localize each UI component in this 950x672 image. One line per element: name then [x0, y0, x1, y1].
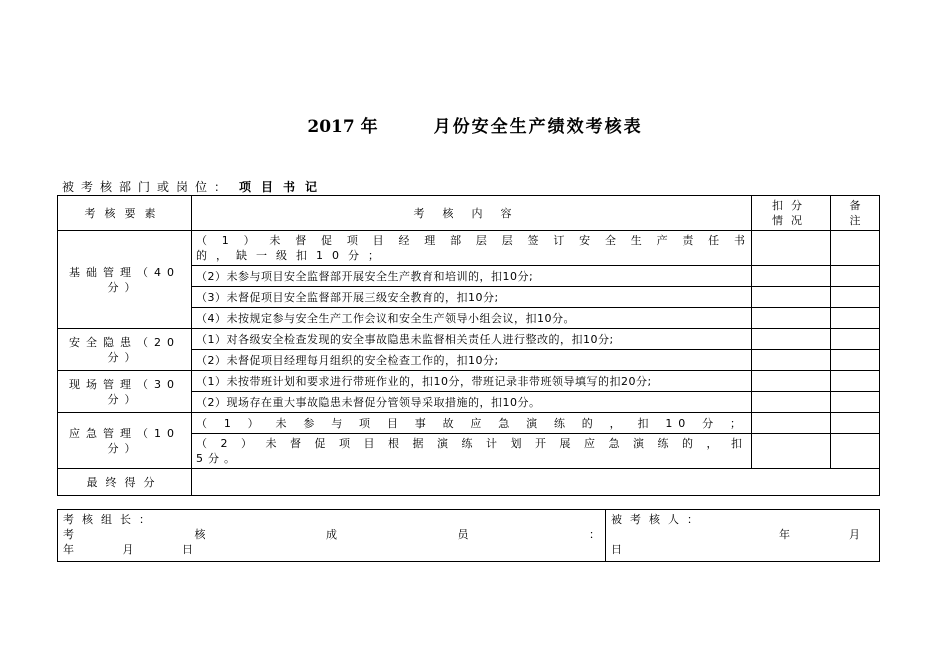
remark-cell[interactable] — [831, 266, 880, 287]
assessee-date-day: 日 — [611, 543, 622, 556]
assessor-signature-cell[interactable] — [58, 510, 606, 562]
remark-cell[interactable] — [831, 413, 880, 434]
deduction-cell[interactable] — [752, 329, 831, 350]
table-row — [58, 231, 880, 266]
page-title — [0, 112, 950, 137]
remark-cell[interactable] — [831, 308, 880, 329]
remark-cell[interactable] — [831, 350, 880, 371]
deduction-cell[interactable] — [752, 371, 831, 392]
final-score-value[interactable] — [192, 469, 880, 496]
item-cell: （1）未按带班计划和要求进行带班作业的，扣10分，带班记录非带班领导填写的扣20分; — [192, 371, 752, 392]
item-cell: （4）未按规定参与安全生产工作会议和安全生产领导小组会议，扣10分。 — [192, 308, 752, 329]
remark-cell[interactable] — [831, 434, 880, 469]
item-cell: （2）未督促项目根据演练计划开展应急演练的，扣 5分。 — [192, 434, 752, 469]
item-cell: （2）未参与项目安全监督部开展安全生产教育和培训的，扣10分; — [192, 266, 752, 287]
deduction-cell[interactable] — [752, 287, 831, 308]
final-score-row — [58, 469, 880, 496]
item-cell: （2）未督促项目经理每月组织的安全检查工作的，扣10分; — [192, 350, 752, 371]
table-row — [58, 371, 880, 392]
item-cell: （2）现场存在重大事故隐患未督促分管领导采取措施的，扣10分。 — [192, 392, 752, 413]
assessee-label: 被考核人： — [611, 513, 706, 526]
team-members-label: 考 核 成 员 ： — [63, 528, 600, 541]
remark-cell[interactable] — [831, 392, 880, 413]
assessed-department-label: 被考核部门或岗位： — [62, 180, 234, 194]
team-leader-label: 考核组长： — [63, 513, 158, 526]
table-row — [58, 413, 880, 434]
remark-cell[interactable] — [831, 231, 880, 266]
item-cell: （3）未督促项目安全监督部开展三级安全教育的，扣10分; — [192, 287, 752, 308]
header-deduction: 扣分 情况 — [752, 196, 831, 231]
remark-cell[interactable] — [831, 287, 880, 308]
assessed-department-value: 项目书记 — [239, 180, 328, 194]
deduction-cell[interactable] — [752, 434, 831, 469]
deduction-cell[interactable] — [752, 392, 831, 413]
signature-table — [57, 509, 880, 562]
category-basic-management: 基础管理（40 分） — [58, 231, 192, 329]
remark-cell[interactable] — [831, 371, 880, 392]
deduction-cell[interactable] — [752, 266, 831, 287]
item-cell: （1）对各级安全检查发现的安全事故隐患未监督相关责任人进行整改的，扣10分; — [192, 329, 752, 350]
deduction-cell[interactable] — [752, 413, 831, 434]
assessor-date: 年 月 日 — [63, 543, 193, 556]
deduction-cell[interactable] — [752, 231, 831, 266]
assessment-table — [57, 195, 880, 496]
title-main: 月份安全生产绩效考核表 — [433, 117, 643, 137]
category-site-management: 现场管理（30 分） — [58, 371, 192, 413]
assessed-department-line — [62, 178, 327, 195]
item-cell: （1）未参与项目事故应急演练的，扣10分； — [192, 413, 752, 434]
final-score-label: 最终得分 — [58, 469, 192, 496]
header-remark: 备 注 — [831, 196, 880, 231]
title-year: 2017 年 — [307, 117, 378, 137]
assessee-signature-cell[interactable] — [606, 510, 880, 562]
table-row — [58, 329, 880, 350]
category-emergency-management: 应急管理（10 分） — [58, 413, 192, 469]
deduction-cell[interactable] — [752, 350, 831, 371]
category-safety-hazard: 安全隐患（20 分） — [58, 329, 192, 371]
table-header-row — [58, 196, 880, 231]
assessee-date-top: 年 月 — [779, 528, 860, 541]
remark-cell[interactable] — [831, 329, 880, 350]
item-cell: （1）未督促项目经理部层层签订安全生产责任书 的，缺一级扣10分； — [192, 231, 752, 266]
deduction-cell[interactable] — [752, 308, 831, 329]
header-element: 考核要素 — [58, 196, 192, 231]
header-content: 考核内容 — [192, 196, 752, 231]
